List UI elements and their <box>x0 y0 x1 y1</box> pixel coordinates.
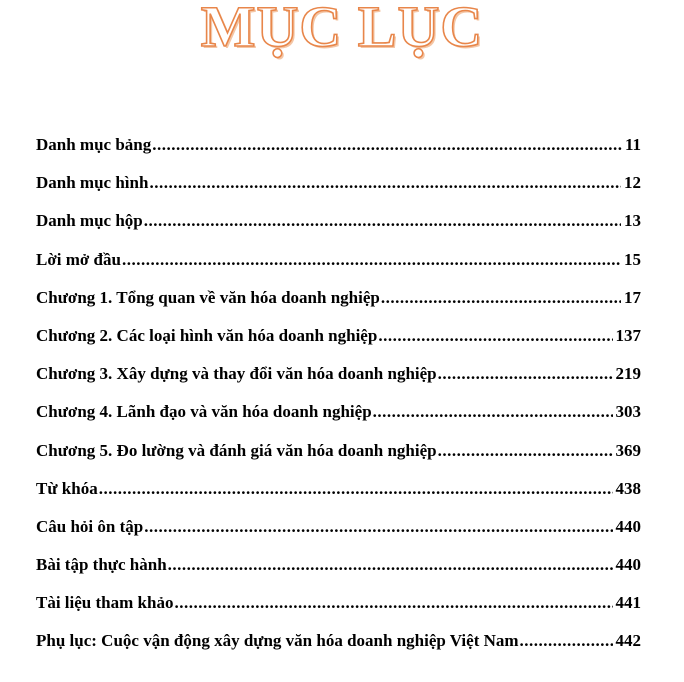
toc-entry-label: Bài tập thực hành <box>36 555 167 575</box>
toc-entry-label: Câu hỏi ôn tập <box>36 516 144 536</box>
toc-leader-dots <box>149 173 621 193</box>
toc-leader-dots <box>168 555 613 575</box>
toc-entry-page: 369 <box>615 440 641 460</box>
toc-entry-label: Chương 4. Lãnh đạo và văn hóa doanh nghiệp <box>36 402 372 422</box>
toc-entry-label: Lời mở đầu <box>36 249 121 269</box>
toc-entry-page: 11 <box>624 135 641 154</box>
toc-entry-label: Danh mục bảng <box>36 135 152 154</box>
toc-leader-dots <box>378 326 612 346</box>
toc-leader-dots <box>438 364 613 384</box>
toc-entry-page: 17 <box>624 287 641 307</box>
toc-entry-label: Danh mục hình <box>36 173 149 193</box>
toc-entry-page: 438 <box>615 478 641 498</box>
toc-leader-dots <box>144 211 621 231</box>
table-of-contents <box>36 135 641 670</box>
toc-entry-page: 12 <box>624 173 641 193</box>
toc-entry-page: 137 <box>615 325 641 345</box>
toc-entry[interactable] <box>36 555 641 593</box>
toc-entry-page: 303 <box>615 402 641 422</box>
toc-leader-dots <box>438 441 613 461</box>
toc-entry[interactable] <box>36 135 641 173</box>
toc-entry[interactable] <box>36 364 641 402</box>
toc-entry-page: 441 <box>615 593 641 613</box>
toc-entry[interactable] <box>36 173 641 211</box>
toc-entry[interactable] <box>36 288 641 326</box>
toc-entry-label: Danh mục hộp <box>36 211 143 231</box>
toc-leader-dots <box>122 250 621 270</box>
toc-entry[interactable] <box>36 326 641 364</box>
toc-entry-label: Chương 5. Đo lường và đánh giá văn hóa doanh nghiệp <box>36 440 437 460</box>
toc-entry[interactable] <box>36 517 641 555</box>
toc-entry[interactable] <box>36 402 641 440</box>
toc-entry-page: 440 <box>615 516 641 536</box>
toc-entry-label: Chương 2. Các loại hình văn hóa doanh nghiệp <box>36 325 378 345</box>
toc-entry[interactable] <box>36 479 641 517</box>
toc-entry[interactable] <box>36 631 641 669</box>
toc-leader-dots <box>381 288 621 308</box>
toc-entry[interactable] <box>36 441 641 479</box>
toc-entry[interactable] <box>36 593 641 631</box>
toc-entry-label: Chương 1. Tổng quan về văn hóa doanh nghiệp <box>36 287 380 307</box>
toc-entry[interactable] <box>36 211 641 249</box>
toc-entry-page: 219 <box>615 364 641 384</box>
toc-leader-dots <box>373 402 613 422</box>
toc-entry[interactable] <box>36 250 641 288</box>
toc-entry-label: Chương 3. Xây dựng và thay đổi văn hóa doanh nghiệp <box>36 364 437 384</box>
toc-entry-page: 440 <box>615 555 641 575</box>
toc-entry-page: 13 <box>624 211 641 231</box>
toc-entry-label: Từ khóa <box>36 478 98 498</box>
toc-entry-label: Phụ lục: Cuộc vận động xây dựng văn hóa doanh nghiệp Việt Nam <box>36 631 519 651</box>
toc-entry-page: 442 <box>615 631 641 651</box>
toc-leader-dots <box>174 593 612 613</box>
toc-entry-page: 15 <box>624 249 641 269</box>
toc-entry-label: Tài liệu tham khảo <box>36 593 174 613</box>
toc-leader-dots <box>144 517 612 537</box>
toc-leader-dots <box>152 135 622 155</box>
page-title: MỤC LỤC <box>200 0 484 59</box>
toc-leader-dots <box>520 631 613 651</box>
toc-leader-dots <box>99 479 613 499</box>
